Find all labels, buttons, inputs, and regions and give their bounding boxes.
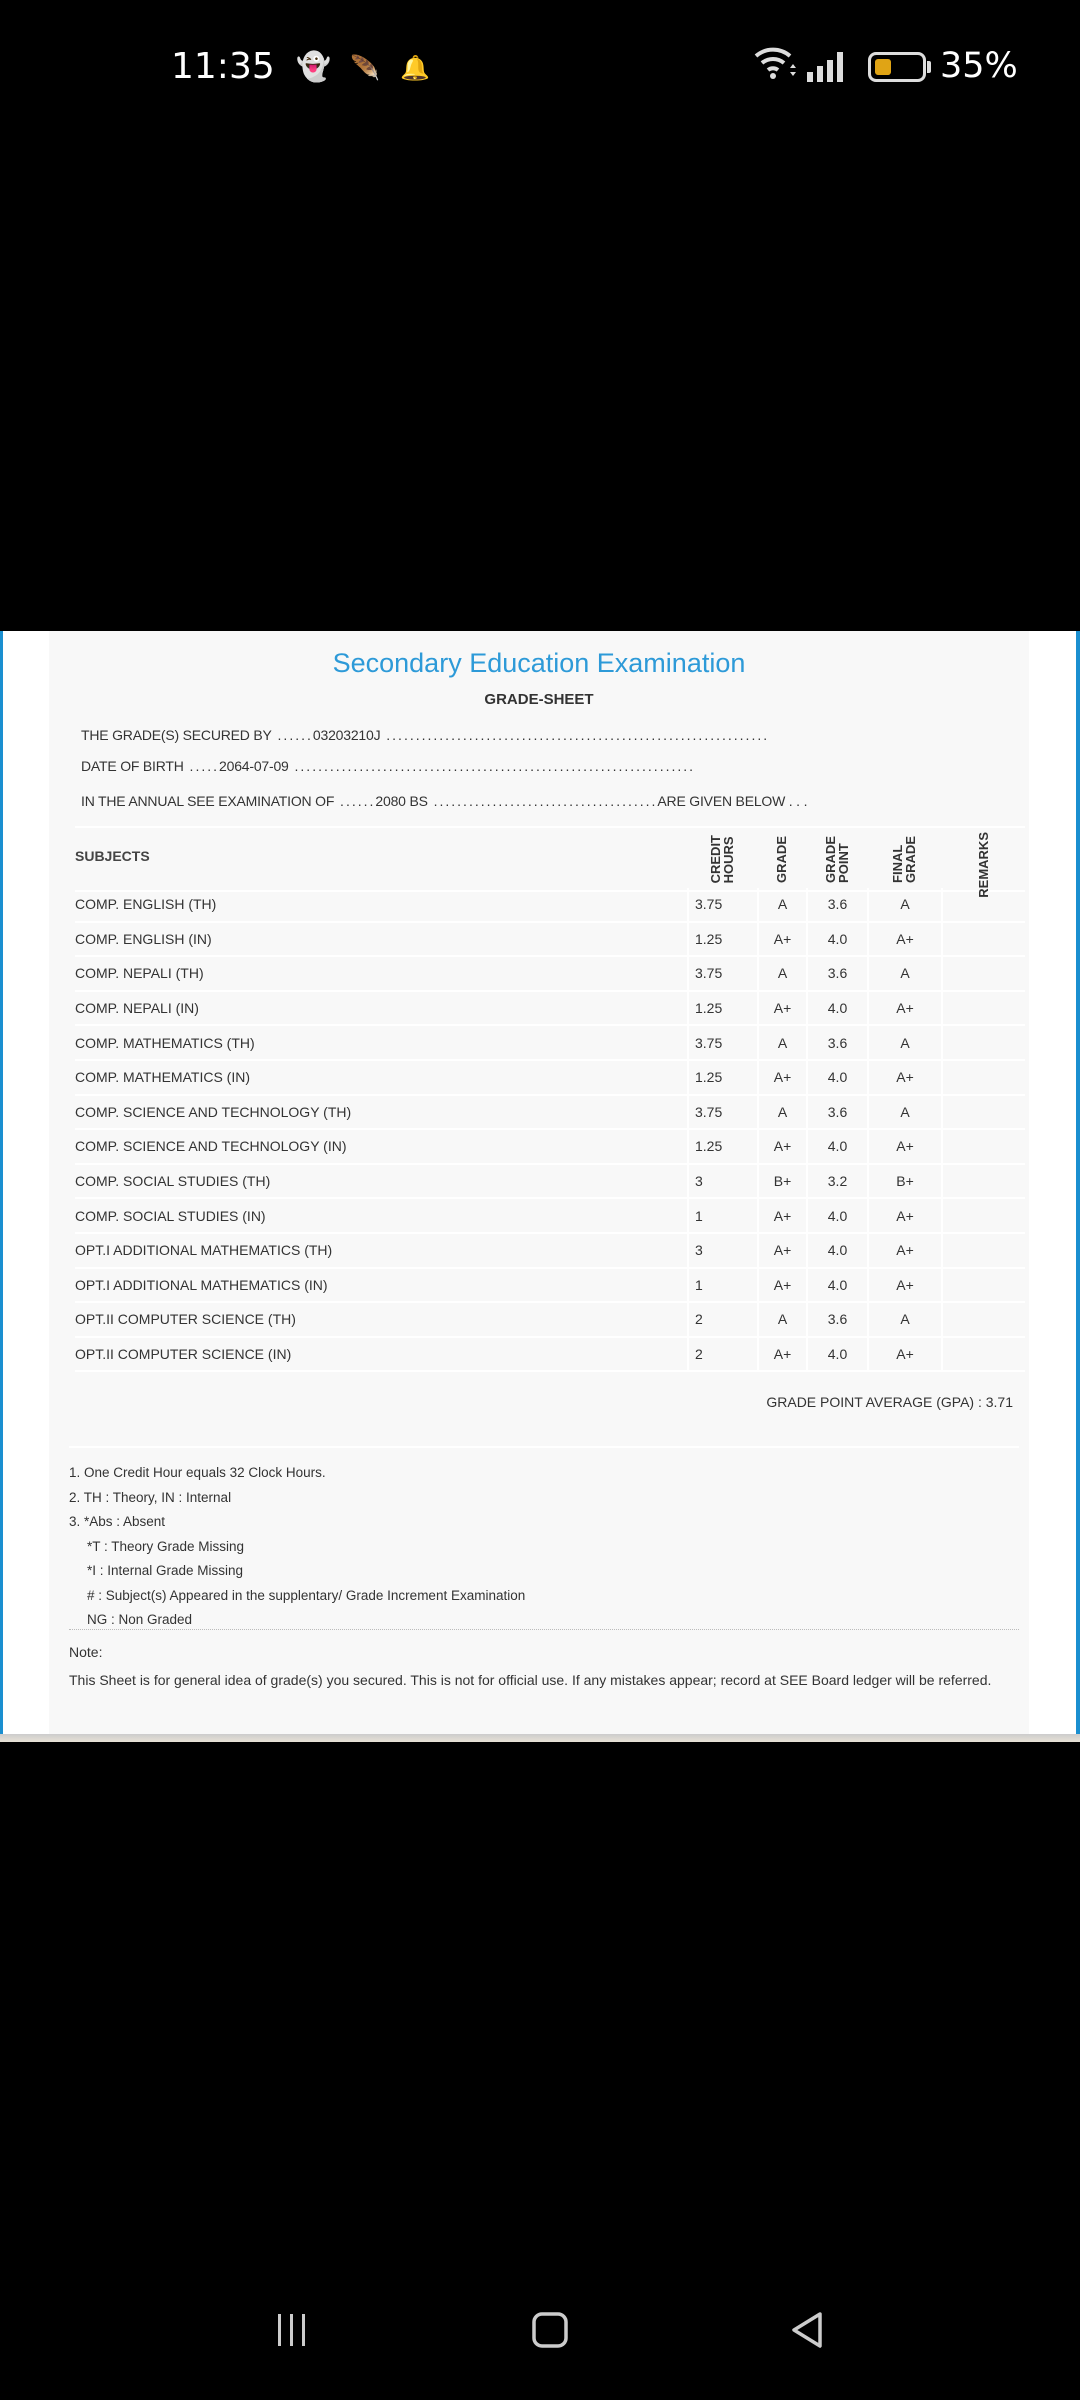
grade-sheet-panel xyxy=(0,631,1080,1734)
table-row xyxy=(75,1130,1025,1165)
legend-item: 2. TH : Theory, IN : Internal xyxy=(69,1489,232,1505)
header-credit-hours-text: CREDIT HOURS xyxy=(708,834,736,884)
table-row xyxy=(75,923,1025,958)
snapchat-icon: 👻 xyxy=(296,51,331,82)
grade-point-cell: 3.6 xyxy=(806,1026,867,1059)
final-grade-cell: A xyxy=(867,1026,941,1059)
subject-cell: OPT.II COMPUTER SCIENCE (TH) xyxy=(75,1311,296,1328)
credit-hours-cell: 3.75 xyxy=(687,1096,757,1129)
credit-hours-cell: 1.25 xyxy=(687,1130,757,1163)
gpa: GRADE POINT AVERAGE (GPA) : 3.71 xyxy=(766,1394,1013,1410)
subject-cell: COMP. ENGLISH (IN) xyxy=(75,930,212,947)
header-grade-text: GRADE xyxy=(774,835,789,883)
dob-value: 2064-07-09 xyxy=(219,758,289,774)
legend-item: *T : Theory Grade Missing xyxy=(87,1538,245,1554)
subject-cell: OPT.I ADDITIONAL MATHEMATICS (TH) xyxy=(75,1242,333,1259)
note-text: This Sheet is for general idea of grade(s) you secured. This is not for official use. If any mistakes appear; record at SEE Board ledger will be referred. xyxy=(69,1672,992,1688)
subject-cell: COMP. SOCIAL STUDIES (TH) xyxy=(75,1173,271,1190)
clock: 11:35 xyxy=(171,46,275,87)
credit-hours-cell: 1.25 xyxy=(687,923,757,956)
grade-cell: A+ xyxy=(757,1199,806,1232)
remarks-cell xyxy=(941,1096,1025,1129)
table-row xyxy=(75,1165,1025,1200)
battery-icon xyxy=(868,52,926,82)
legend-item: *I : Internal Grade Missing xyxy=(87,1563,244,1578)
grade-cell: A+ xyxy=(757,1234,806,1267)
legend-item: # : Subject(s) Appeared in the supplentary/ Grade Increment Examination xyxy=(87,1587,526,1603)
table-row xyxy=(75,1234,1025,1269)
grade-sheet xyxy=(49,631,1029,1734)
credit-hours-cell: 1 xyxy=(687,1269,757,1302)
remarks-cell xyxy=(941,1199,1025,1232)
remarks-cell xyxy=(941,1061,1025,1094)
grade-point-cell: 4.0 xyxy=(806,1199,867,1232)
table-row xyxy=(75,1338,1025,1373)
remarks-cell xyxy=(941,1269,1025,1302)
grade-cell: A xyxy=(757,1303,806,1336)
grade-point-cell: 4.0 xyxy=(806,992,867,1025)
table-row xyxy=(75,1303,1025,1338)
remarks-cell xyxy=(941,1165,1025,1198)
grade-cell: A+ xyxy=(757,1061,806,1094)
header-final-grade-text: FINAL GRADE xyxy=(890,835,918,883)
grade-point-cell: 4.0 xyxy=(806,1338,867,1371)
remarks-cell xyxy=(941,1130,1025,1163)
credit-hours-cell: 2 xyxy=(687,1338,757,1371)
legend-item: NG : Non Graded xyxy=(87,1612,193,1627)
legend-item: 1. One Credit Hour equals 32 Clock Hours. xyxy=(69,1465,326,1480)
grade-point-cell: 4.0 xyxy=(806,1234,867,1267)
panel-bottom-edge xyxy=(0,1734,1080,1742)
sheet-subtitle: GRADE-SHEET xyxy=(484,691,594,708)
grade-point-cell: 3.6 xyxy=(806,888,867,921)
grade-point-cell: 3.2 xyxy=(806,1165,867,1198)
subject-cell: COMP. SCIENCE AND TECHNOLOGY (IN) xyxy=(75,1138,347,1155)
grade-point-cell: 4.0 xyxy=(806,1130,867,1163)
recent-apps-icon[interactable] xyxy=(272,2310,312,2350)
table-row xyxy=(75,1199,1025,1234)
credit-hours-cell: 3.75 xyxy=(687,957,757,990)
credit-hours-cell: 3 xyxy=(687,1165,757,1198)
grades-table-body xyxy=(75,888,1025,1372)
final-grade-cell: A xyxy=(867,888,941,921)
table-row xyxy=(75,888,1025,923)
table-row xyxy=(75,1269,1025,1304)
credit-hours-cell: 1.25 xyxy=(687,992,757,1025)
header-subjects: SUBJECTS xyxy=(75,848,150,864)
subject-cell: OPT.II COMPUTER SCIENCE (IN) xyxy=(75,1346,292,1363)
subject-cell: OPT.I ADDITIONAL MATHEMATICS (IN) xyxy=(75,1276,328,1293)
grade-point-cell: 3.6 xyxy=(806,1303,867,1336)
page-title: Secondary Education Examination xyxy=(332,648,746,678)
back-icon[interactable] xyxy=(788,2310,828,2350)
exam-line: IN THE ANNUAL SEE EXAMINATION OF ......2080 BS ......................................ARE GIVEN BELOW . . . xyxy=(81,793,808,809)
final-grade-cell: A xyxy=(867,957,941,990)
final-grade-cell: A+ xyxy=(867,1269,941,1302)
subject-cell: COMP. NEPALI (IN) xyxy=(75,1000,199,1017)
final-grade-cell: A+ xyxy=(867,923,941,956)
final-grade-cell: A+ xyxy=(867,1061,941,1094)
table-row xyxy=(75,957,1025,992)
grade-point-cell: 4.0 xyxy=(806,1061,867,1094)
remarks-cell xyxy=(941,923,1025,956)
grade-point-cell: 3.6 xyxy=(806,1096,867,1129)
header-final-grade xyxy=(867,828,941,890)
battery-tip xyxy=(927,61,931,73)
table-row xyxy=(75,992,1025,1027)
final-grade-cell: B+ xyxy=(867,1165,941,1198)
grade-cell: A+ xyxy=(757,1338,806,1371)
remarks-cell xyxy=(941,1303,1025,1336)
feather-icon: 🪶 xyxy=(350,55,380,82)
remarks-cell xyxy=(941,992,1025,1025)
header-grade xyxy=(757,828,806,890)
grade-cell: A xyxy=(757,957,806,990)
symbol-number: 03203210J xyxy=(312,727,381,743)
credit-hours-cell: 1.25 xyxy=(687,1061,757,1094)
final-grade-cell: A xyxy=(867,1096,941,1129)
navigation-bar xyxy=(0,2300,1080,2360)
grade-cell: A+ xyxy=(757,1130,806,1163)
note-heading: Note: xyxy=(69,1644,103,1660)
given-below: ARE GIVEN BELOW . . . xyxy=(657,793,808,809)
grade-cell: A+ xyxy=(757,923,806,956)
grade-cell: A xyxy=(757,1096,806,1129)
signal-icon xyxy=(807,52,843,82)
exam-year: 2080 BS xyxy=(375,793,428,809)
home-icon[interactable] xyxy=(530,2310,570,2350)
credit-hours-cell: 2 xyxy=(687,1303,757,1336)
remarks-cell xyxy=(941,1026,1025,1059)
header-grade-point-text: GRADE POINT xyxy=(822,835,851,883)
final-grade-cell: A+ xyxy=(867,1199,941,1232)
grade-cell: A xyxy=(757,888,806,921)
subject-cell: COMP. NEPALI (TH) xyxy=(75,965,204,982)
grade-cell: A xyxy=(757,1026,806,1059)
header-grade-point xyxy=(806,828,867,890)
table-row xyxy=(75,1026,1025,1061)
grade-cell: A+ xyxy=(757,992,806,1025)
final-grade-cell: A+ xyxy=(867,1338,941,1371)
grade-point-cell: 4.0 xyxy=(806,923,867,956)
credit-hours-cell: 3.75 xyxy=(687,1026,757,1059)
remarks-cell xyxy=(941,957,1025,990)
grade-cell: A+ xyxy=(757,1269,806,1302)
wifi-icon xyxy=(752,44,798,88)
grade-point-cell: 4.0 xyxy=(806,1269,867,1302)
battery-percent: 35% xyxy=(940,46,1018,86)
subject-cell: COMP. SCIENCE AND TECHNOLOGY (TH) xyxy=(75,1103,352,1120)
header-credit-hours xyxy=(687,828,757,890)
secured-by-line: THE GRADE(S) SECURED BY ......03203210J ................................................................. xyxy=(81,727,770,743)
remarks-cell xyxy=(941,1234,1025,1267)
legend-notes xyxy=(69,1446,1019,1633)
remarks-cell xyxy=(941,1338,1025,1371)
table-row xyxy=(75,1061,1025,1096)
subject-cell: COMP. MATHEMATICS (IN) xyxy=(75,1069,250,1086)
final-grade-cell: A xyxy=(867,1303,941,1336)
bell-icon: 🔔 xyxy=(400,55,430,82)
credit-hours-cell: 3 xyxy=(687,1234,757,1267)
table-row xyxy=(75,1096,1025,1131)
grade-cell: B+ xyxy=(757,1165,806,1198)
divider xyxy=(69,1629,1019,1630)
table-header xyxy=(75,826,1025,898)
credit-hours-cell: 3.75 xyxy=(687,888,757,921)
subject-cell: COMP. MATHEMATICS (TH) xyxy=(75,1034,255,1051)
grade-point-cell: 3.6 xyxy=(806,957,867,990)
status-bar xyxy=(0,0,1080,130)
credit-hours-cell: 1 xyxy=(687,1199,757,1232)
header-remarks-text: REMARKS xyxy=(975,832,991,898)
subject-cell: COMP. SOCIAL STUDIES (IN) xyxy=(75,1207,266,1224)
exam-label: IN THE ANNUAL SEE EXAMINATION OF xyxy=(81,793,335,809)
final-grade-cell: A+ xyxy=(867,1234,941,1267)
secured-by-label: THE GRADE(S) SECURED BY xyxy=(81,727,272,743)
remarks-cell xyxy=(941,888,1025,921)
legend-item: 3. *Abs : Absent xyxy=(69,1514,166,1529)
final-grade-cell: A+ xyxy=(867,992,941,1025)
dob-label: DATE OF BIRTH xyxy=(81,758,184,774)
dob-line: DATE OF BIRTH .....2064-07-09 .................................................................... xyxy=(81,758,696,774)
subject-cell: COMP. ENGLISH (TH) xyxy=(75,896,217,913)
final-grade-cell: A+ xyxy=(867,1130,941,1163)
